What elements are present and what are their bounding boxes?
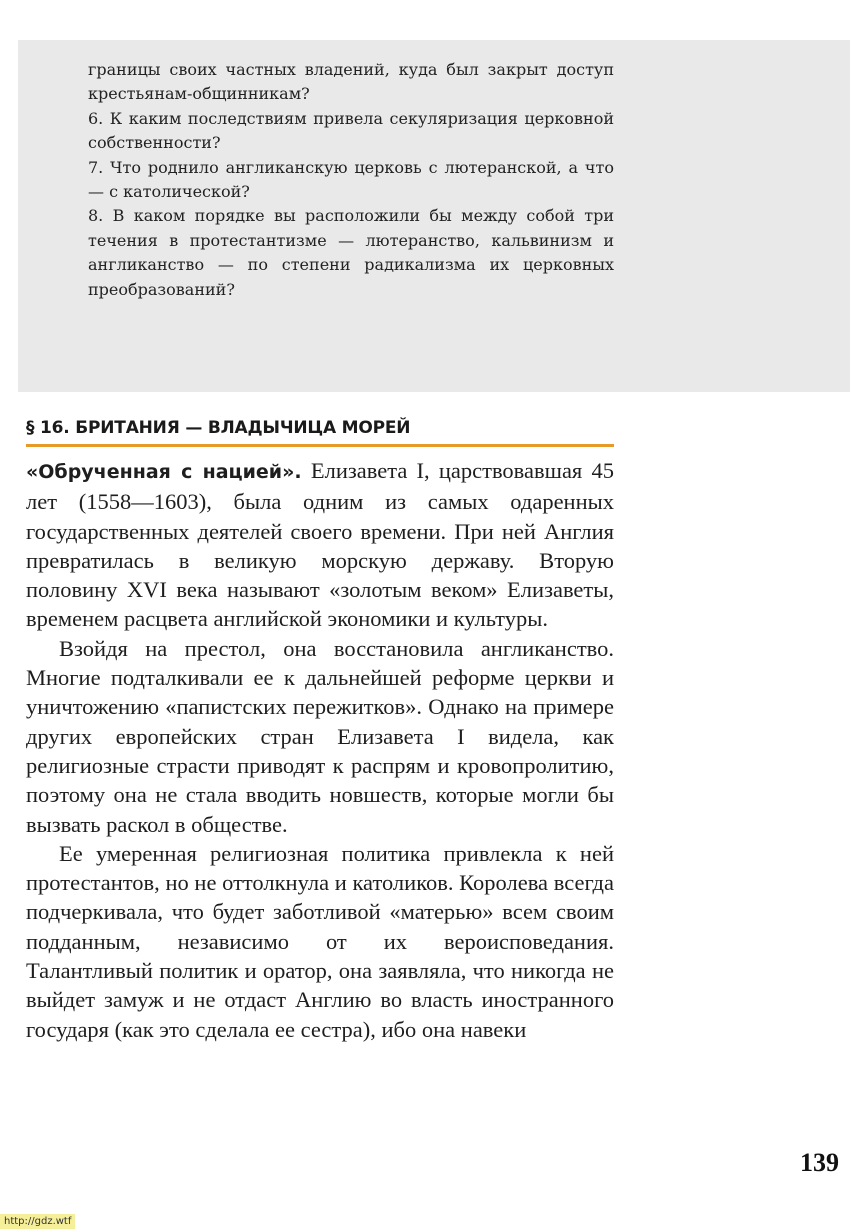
watermark-link[interactable]: http://gdz.wtf [0, 1214, 75, 1229]
paragraph-1-text: Елизавета I, царствовавшая 45 лет (1558—1603), была одним из самых одаренных государственных деятелей своего времени. При ней Англия превратилась в великую морскую державу. Вторую половину XVI века называют «золотым веком» Елизаветы, временем расцвета английской экономики и культуры. [26, 458, 615, 632]
section-heading: § 16. БРИТАНИЯ — ВЛАДЫЧИЦА МОРЕЙ [26, 418, 614, 447]
question-item: границы своих частных владений, куда был закрыт доступ крестьянам-общинникам? [88, 60, 614, 104]
page-number: 139 [800, 1148, 839, 1177]
question-item: 7. Что роднило англиканскую церковь с лютеранской, а что — с католической? [88, 157, 614, 202]
paragraph-3: Ее умеренная религиозная политика привлекла к ней протестантов, но не оттолкнула и католиков. Королева всегда подчеркивала, что будет заботливой «матерью» всем своим подданным, независимо от их вероисповедания. Талантливый политик и оратор, она заявляла, что никогда не выйдет замуж и не отдаст Англию во власть иностранного государя (как это сделала ее сестра), ибо она навеки [26, 840, 614, 1042]
paragraph-1 [26, 456, 614, 634]
question-item: 8. В каком порядке вы расположили бы между собой три течения в протестантизме — лютеранство, кальвинизм и англиканство — по степени радикализма их церковных преобразований? [88, 206, 614, 299]
review-questions [88, 58, 614, 302]
question-item: 6. К каким последствиям привела секуляризация церковной собственности? [88, 108, 614, 153]
paragraph-2: Взойдя на престол, она восстановила англиканство. Многие подталкивали ее к дальнейшей реформе церкви и уничтожению «папистских пережитков». Однако на примере других европейских стран Елизавета I видела, как религиозные страсти приводят к распрям и кровопролитию, поэтому она не стала вводить новшеств, которые могли бы вызвать раскол в обществе. [26, 635, 614, 837]
paragraph-lead-title: «Обрученная с нацией». [26, 461, 302, 483]
section-body [26, 456, 614, 1044]
